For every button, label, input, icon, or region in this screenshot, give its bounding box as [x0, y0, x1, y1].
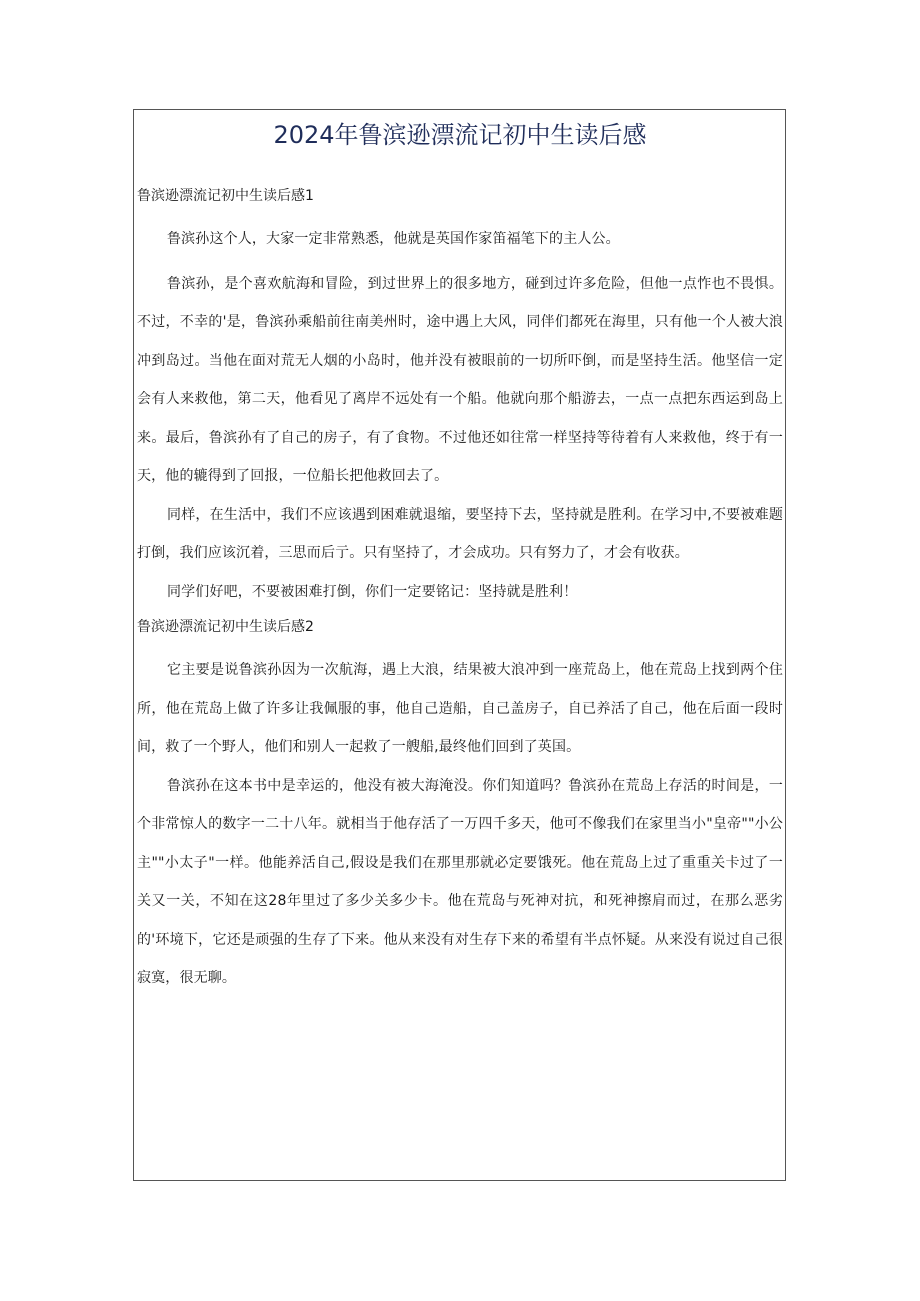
section-2 — [137, 617, 783, 998]
paragraph: 它主要是说鲁滨孙因为一次航海，遇上大浪，结果被大浪冲到一座荒岛上，他在荒岛上找到两个住所，他在荒岛上做了许多让我佩服的事，他自己造船，自己盖房子，自已养活了自己，他在后面一段时间，救了一个野人，他们和别人一起救了一艘船,最终他们回到了英国。 — [137, 662, 783, 755]
paragraph: 同样，在生活中，我们不应该遇到困难就退缩，要坚持下去，坚持就是胜利。在学习中,不要被难题打倒，我们应该沉着，三思而后亍。只有坚持了，才会成功。只有努力了，才会有收获。 — [137, 506, 783, 561]
paragraph: 鲁滨孙，是个喜欢航海和冒险，到过世界上的很多地方，碰到过许多危险，但他一点怍也不畏惧。不过，不幸的'是，鲁滨孙乘船前往南美州时，途中遇上大风，同伴们都死在海里，只有他一个人被大浪冲到岛过。当他在面对荒无人烟的小岛时，他并没有被眼前的一切所吓倒，而是坚持生活。他坚信一定会有人来救他，第二天，他看见了离岸不远处有一个船。他就向那个船游去，一点一点把东西运到岛上来。最后，鲁滨孙有了自己的房子，有了食物。不过他还如往常一样坚持等待着有人来救他，终于有一天，他的辘得到了回报，一位船长把他救回去了。 — [137, 275, 783, 484]
paragraph: 鲁滨孙这个人，大家一定非常熟悉，他就是英国作家笛福笔下的主人公。 — [167, 231, 620, 247]
section-1 — [137, 186, 783, 611]
paragraph: 同学们好吧，不要被困难打倒，你们一定要铭记：坚持就是胜利！ — [167, 583, 578, 600]
paragraph: 鲁滨孙在这本书中是幸运的，他没有被大海淹没。你们知道吗？鲁滨孙在荒岛上存活的时间是，一个非常惊人的数字一二十八年。就相当于他存活了一万四千多天，他可不像我们在家里当小"皇帝""小公主""小太子"一样。他能养活自己,假设是我们在那里那就必定要饿死。他在荒岛上过了重重关卡过了一关又一关，不知在这28年里过了多少关多少卡。他在荒岛与死神对抗，和死神擦肩而过，在那么恶劣的'环境下，它还是顽强的生存了下来。他从来没有对生存下来的希望有半点怀疑。从来没有说过自己很寂寞，很无聊。 — [137, 777, 783, 986]
document-title: 2024年鲁滨逊漂流记初中生读后感 — [273, 121, 647, 149]
document-body — [137, 186, 783, 998]
section-heading: 鲁滨逊漂流记初中生读后感2 — [137, 619, 314, 635]
section-heading: 鲁滨逊漂流记初中生读后感1 — [137, 188, 314, 204]
